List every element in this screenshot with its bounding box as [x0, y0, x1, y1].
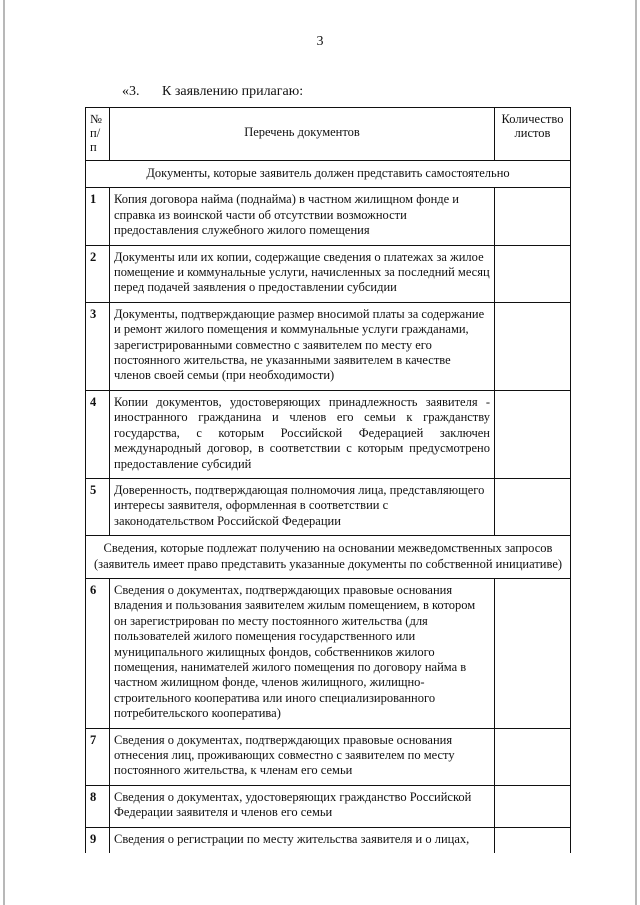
row-text: Документы или их копии, содержащие сведения о платежах за жилое помещение и коммунальные услуги, начисленных за последний месяц перед подачей заявления о предоставлении субсидии [110, 245, 495, 302]
row-count [495, 785, 571, 827]
row-count [495, 245, 571, 302]
row-num: 7 [86, 728, 110, 785]
row-count [495, 188, 571, 245]
row-num: 5 [86, 478, 110, 535]
row-text: Доверенность, подтверждающая полномочия лица, представляющего интересы заявителя, оформленная в соответствии с законодательством Российской Федерации [110, 478, 495, 535]
scan-right-edge [635, 0, 637, 905]
section-row-interagency [86, 536, 571, 579]
table-row [86, 728, 571, 785]
row-text: Документы, подтверждающие размер вносимой платы за содержание и ремонт жилого помещения и коммунальные услуги гражданами, зарегистрированными совместно с заявителем по месту его постоянного жительства, не указанными заявителем в качестве членов своей семьи (при необходимости) [110, 302, 495, 390]
row-count [495, 390, 571, 478]
header-name: Перечень документов [110, 108, 495, 161]
table-row [86, 827, 571, 853]
row-text: Сведения о регистрации по месту жительства заявителя и о лицах, [110, 827, 495, 853]
table-header-row [86, 108, 571, 161]
row-text: Копия договора найма (поднайма) в частном жилищном фонде и справка из воинской части об отсутствии возможности предоставления служебного жилого помещения [110, 188, 495, 245]
intro-text: К заявлению прилагаю: [162, 84, 304, 99]
documents-table [85, 107, 571, 853]
row-num: 4 [86, 390, 110, 478]
row-count [495, 302, 571, 390]
row-num: 9 [86, 827, 110, 853]
section-self-label: Документы, которые заявитель должен представить самостоятельно [86, 161, 571, 188]
intro-number: «3. [122, 84, 140, 99]
intro-line [122, 84, 303, 100]
row-text: Сведения о документах, подтверждающих правовые основания владения и пользования заявителем жилым помещением, в котором он зарегистрирован по месту постоянного жительства (для пользователей жилого помещения государственного или муниципального жилищных фондов, собственников жилого помещения, нанимателей жилого помещения по договору найма в частном жилищном фонде, членов жилищного, жилищно-строительного кооператива или иного специализированного потребительского кооператива) [110, 578, 495, 728]
row-count [495, 827, 571, 853]
row-count [495, 478, 571, 535]
header-num: № п/п [86, 108, 110, 161]
row-count [495, 728, 571, 785]
row-num: 2 [86, 245, 110, 302]
table-row [86, 578, 571, 728]
table-row [86, 785, 571, 827]
table-row [86, 188, 571, 245]
row-text: Сведения о документах, удостоверяющих гражданство Российской Федерации заявителя и членов его семьи [110, 785, 495, 827]
row-text: Сведения о документах, подтверждающих правовые основания отнесения лиц, проживающих совместно с заявителем по месту постоянного жительства, к членам его семьи [110, 728, 495, 785]
section-interagency-label: Сведения, которые подлежат получению на основании межведомственных запросов (заявитель имеет право представить указанные документы по собственной инициативе) [86, 536, 571, 579]
table-row [86, 245, 571, 302]
table-row [86, 302, 571, 390]
header-count: Количество листов [495, 108, 571, 161]
row-num: 6 [86, 578, 110, 728]
table-row [86, 390, 571, 478]
row-text: Копии документов, удостоверяющих принадлежность заявителя - иностранного гражданина и членов его семьи к гражданству государства, с которым Российской Федерацией заключен международный договор, в соответствии с которым предусмотрено предоставление субсидий [110, 390, 495, 478]
table-row [86, 478, 571, 535]
page-number: 3 [316, 34, 324, 49]
section-row-self [86, 161, 571, 188]
row-count [495, 578, 571, 728]
row-num: 1 [86, 188, 110, 245]
scan-left-edge [3, 0, 5, 905]
row-num: 3 [86, 302, 110, 390]
row-num: 8 [86, 785, 110, 827]
